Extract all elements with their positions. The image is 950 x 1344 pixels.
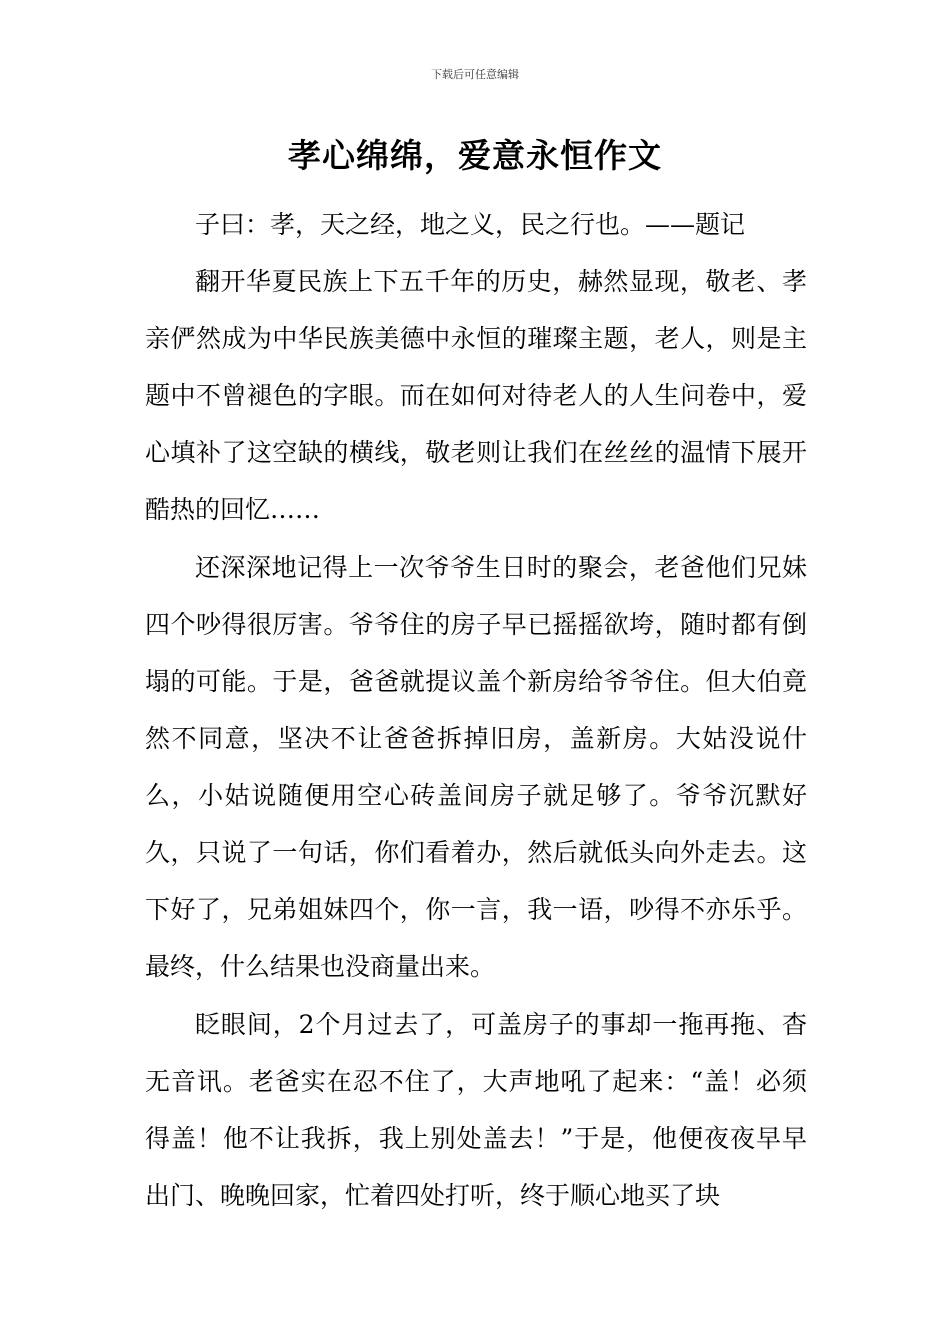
document-body [145,196,807,1224]
header-note: 下载后可任意编辑 [431,68,519,81]
body-paragraph: 眨眼间，2个月过去了，可盖房子的事却一拖再拖、杳无音讯。老爸实在忍不住了，大声地吼了起来：“盖！必须得盖！他不让我拆，我上别处盖去！”于是，他便夜夜早早出门、晚晚回家，忙着四处打听，终于顺心地买了块 [145,1010,807,1210]
epigraph-paragraph: 子曰：孝，天之经，地之义，民之行也。——题记 [195,210,746,239]
body-paragraph: 还深深地记得上一次爷爷生日时的聚会，老爸他们兄妹四个吵得很厉害。爷爷住的房子早已摇摇欲垮，随时都有倒塌的可能。于是，爸爸就提议盖个新房给爷爷住。但大伯竟然不同意，坚决不让爸爸拆掉旧房，盖新房。大姑没说什么，小姑说随便用空心砖盖间房子就足够了。爷爷沉默好久，只说了一句话，你们看着办，然后就低头向外走去。这下好了，兄弟姐妹四个，你一言，我一语，吵得不亦乐乎。最终，什么结果也没商量出来。 [145,553,807,981]
body-paragraph: 翻开华夏民族上下五千年的历史，赫然显现，敬老、孝亲俨然成为中华民族美德中永恒的璀璨主题，老人，则是主题中不曾褪色的字眼。而在如何对待老人的人生问卷中，爱心填补了这空缺的横线，敬老则让我们在丝丝的温情下展开酷热的回忆…… [145,267,807,524]
document-title: 孝心绵绵，爱意永恒作文 [288,136,662,175]
